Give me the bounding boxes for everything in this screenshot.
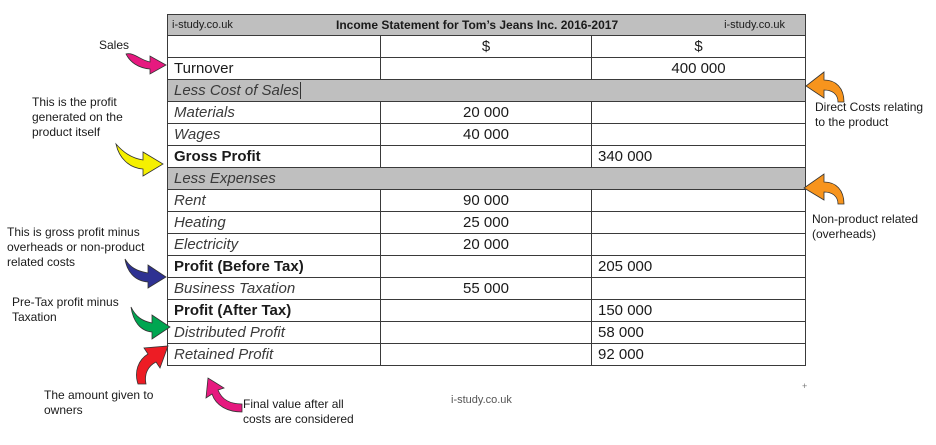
row-profit-before-tax <box>168 256 806 278</box>
annotation-line: Sales <box>99 38 130 52</box>
row-business-taxation <box>168 278 806 300</box>
currency-col3: $ <box>592 36 806 58</box>
annotation-distributed <box>44 388 153 418</box>
annotation-line: generated on the <box>32 110 123 124</box>
annotation-line: to the product <box>815 115 889 129</box>
row-label: Profit (Before Tax) <box>168 256 381 278</box>
row-label: Electricity <box>168 234 381 256</box>
annotation-line: overheads or non-product <box>7 240 145 254</box>
row-value: 205 000 <box>592 256 806 278</box>
row-turnover <box>168 58 806 80</box>
row-profit-after-tax <box>168 300 806 322</box>
row-wages <box>168 124 806 146</box>
table-cell <box>592 278 806 300</box>
row-value: 92 000 <box>592 344 806 366</box>
annotation-line: Non-product related <box>812 212 919 226</box>
annotation-line: Taxation <box>12 310 57 324</box>
curved-arrow-icon <box>113 140 165 178</box>
row-materials <box>168 102 806 124</box>
row-label: Wages <box>168 124 381 146</box>
annotation-line: product itself <box>32 125 101 139</box>
annotation-line: related costs <box>7 255 76 269</box>
annotation-line: This is gross profit minus <box>7 225 140 239</box>
row-label: Turnover <box>168 58 381 80</box>
table-cell <box>381 322 592 344</box>
row-label: Business Taxation <box>168 278 381 300</box>
curved-arrow-icon <box>802 172 848 208</box>
curved-arrow-icon <box>804 70 848 106</box>
annotation-line: (overheads) <box>812 227 877 241</box>
currency-row <box>168 36 806 58</box>
row-value: 40 000 <box>381 124 592 146</box>
section-label[interactable] <box>168 80 806 102</box>
table-cell <box>381 256 592 278</box>
table-resize-handle[interactable]: + <box>802 381 808 391</box>
annotation-line: The amount given to <box>44 388 154 402</box>
row-label: Distributed Profit <box>168 322 381 344</box>
section-label-text: Less Cost of Sales <box>174 81 300 99</box>
annotation-gross-profit <box>32 95 123 140</box>
row-expenses <box>168 168 806 190</box>
annotation-retained <box>243 397 354 427</box>
row-label: Profit (After Tax) <box>168 300 381 322</box>
title-cell <box>168 15 806 36</box>
row-label: Retained Profit <box>168 344 381 366</box>
brand-left: i-study.co.uk <box>172 19 233 31</box>
row-label: Gross Profit <box>168 146 381 168</box>
row-label: Heating <box>168 212 381 234</box>
table-cell <box>381 300 592 322</box>
annotation-non-product <box>812 212 918 242</box>
row-value: 340 000 <box>592 146 806 168</box>
row-label: Materials <box>168 102 381 124</box>
brand-right: i-study.co.uk <box>724 19 786 31</box>
annotation-line: owners <box>44 403 83 417</box>
table-cell <box>168 36 381 58</box>
row-value: 58 000 <box>592 322 806 344</box>
annotation-line: Pre-Tax profit minus <box>12 295 119 309</box>
row-distributed-profit <box>168 322 806 344</box>
table-cell <box>592 124 806 146</box>
table-cell <box>592 190 806 212</box>
row-electricity <box>168 234 806 256</box>
curved-arrow-icon <box>128 303 172 343</box>
text-cursor <box>300 82 301 99</box>
row-value: 20 000 <box>381 234 592 256</box>
row-value: 20 000 <box>381 102 592 124</box>
statement-table <box>167 14 806 366</box>
table-cell <box>381 58 592 80</box>
table-cell <box>592 234 806 256</box>
annotation-line: Final value after all <box>243 397 344 411</box>
annotation-after-tax <box>12 295 119 325</box>
table-cell <box>381 344 592 366</box>
row-value: 400 000 <box>592 58 806 80</box>
row-label: Rent <box>168 190 381 212</box>
section-label: Less Expenses <box>168 168 806 190</box>
curved-arrow-icon <box>122 255 168 291</box>
row-value: 25 000 <box>381 212 592 234</box>
annotation-line: costs are considered <box>243 412 354 426</box>
row-cost-of-sales <box>168 80 806 102</box>
annotation-line: This is the profit <box>32 95 117 109</box>
title-row <box>168 15 806 36</box>
table-cell <box>592 102 806 124</box>
curved-arrow-icon <box>132 338 172 386</box>
statement-title: Income Statement for Tom’s Jeans Inc. 2016-2017 <box>336 18 619 32</box>
table-cell <box>592 212 806 234</box>
row-retained-profit <box>168 344 806 366</box>
table-cell <box>381 146 592 168</box>
row-value: 150 000 <box>592 300 806 322</box>
row-rent <box>168 190 806 212</box>
row-value: 55 000 <box>381 278 592 300</box>
income-statement <box>167 14 805 366</box>
row-heating <box>168 212 806 234</box>
footer-brand: i-study.co.uk <box>451 394 512 406</box>
curved-arrow-icon <box>200 376 244 416</box>
annotation-line: Direct Costs relating <box>815 100 924 114</box>
row-value: 90 000 <box>381 190 592 212</box>
row-gross-profit <box>168 146 806 168</box>
curved-arrow-icon <box>124 50 168 76</box>
currency-col2: $ <box>381 36 592 58</box>
